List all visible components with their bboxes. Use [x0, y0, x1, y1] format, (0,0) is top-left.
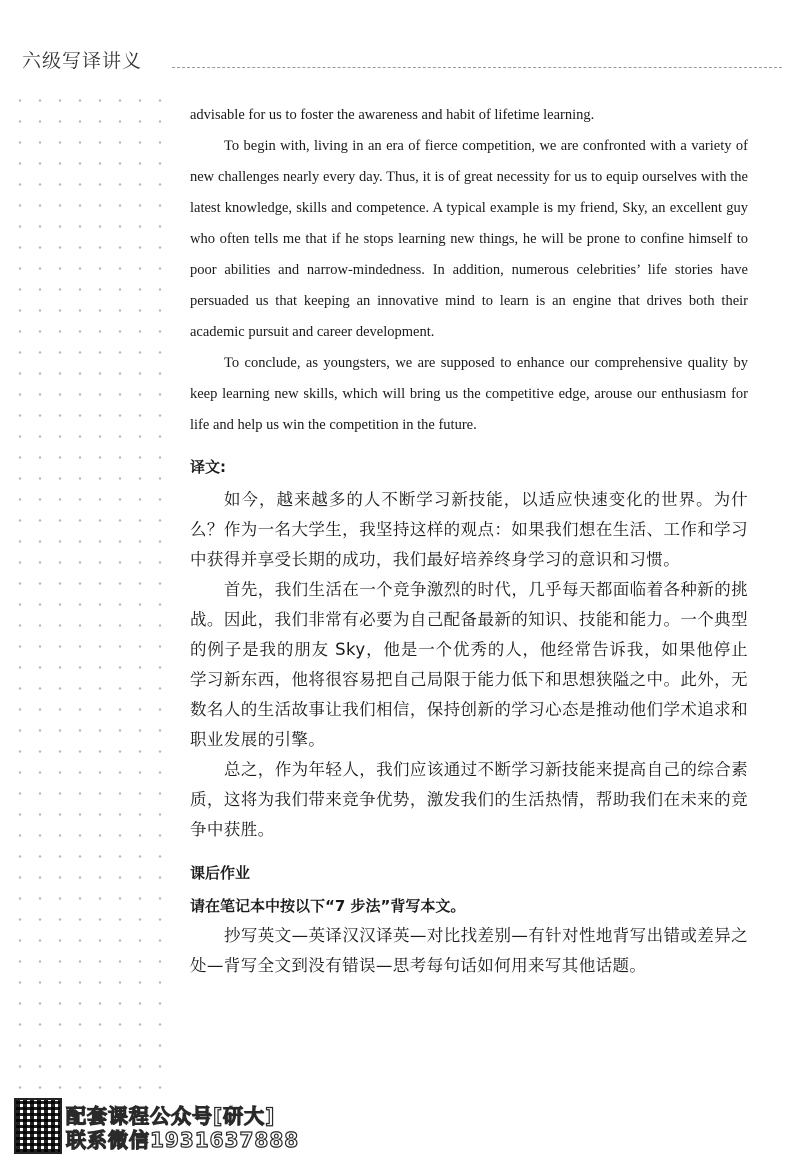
header-rule — [172, 67, 782, 68]
qr-code-icon — [14, 1098, 62, 1154]
watermark-line-2: 联系微信1931637888 — [66, 1128, 300, 1152]
homework-instruction: 请在笔记本中按以下“7 步法”背写本文。 — [190, 897, 466, 915]
translation-heading: 译文: — [190, 458, 226, 476]
english-paragraph-1: To begin with, living in an era of fierce competition, we are confronted with a variety of new challenges nearly every day. Thus, it is of great necessity for us to equip ourselves with the latest knowledge, skills and competence. A typical example is my friend, Sky, an excellent guy who often tells me that if he stops learning new things, he will be prone to confine himself to poor abilities and narrow-mindedness. In addition, numerous celebrities’ life stories have persuaded us that keeping an innovative mind to learn is an engine that drives both their academic pursuit and career development. — [190, 138, 748, 340]
page-content — [190, 100, 748, 981]
translation-paragraph-2: 首先，我们生活在一个竞争激烈的时代，几乎每天都面临着各种新的挑战。因此，我们非常有必要为自己配备最新的知识、技能和能力。一个典型的例子是我的朋友 Sky，他是一个优秀的人，他经常告诉我，如果他停止学习新东西，他将很容易把自己局限于能力低下和思想狭隘之中。此外，无数名人的生活故事让我们相信，保持创新的学习心态是推动他们学术追求和职业发展的引擎。 — [190, 580, 748, 749]
page-header-title: 六级写译讲义 — [22, 50, 143, 72]
homework-heading: 课后作业 — [190, 864, 251, 882]
english-paragraph-0: advisable for us to foster the awareness and habit of lifetime learning. — [190, 107, 595, 123]
homework-steps: 抄写英文—英译汉汉译英—对比找差别—有针对性地背写出错或差异之处—背写全文到没有错误—思考每句话如何用来写其他话题。 — [190, 926, 748, 975]
translation-paragraph-1: 如今，越来越多的人不断学习新技能，以适应快速变化的世界。为什么？作为一名大学生，我坚持这样的观点：如果我们想在生活、工作和学习中获得并享受长期的成功，我们最好培养终身学习的意识和习惯。 — [190, 490, 748, 569]
watermark-line-1: 配套课程公众号[研大] — [66, 1104, 276, 1128]
dot-grid-margin — [10, 90, 175, 1090]
translation-paragraph-3: 总之，作为年轻人，我们应该通过不断学习新技能来提高自己的综合素质，这将为我们带来竞争优势，激发我们的生活热情，帮助我们在未来的竞争中获胜。 — [190, 760, 748, 839]
english-paragraph-2: To conclude, as youngsters, we are supposed to enhance our comprehensive quality by keep learning new skills, which will bring us the competitive edge, arouse our enthusiasm for life and help us win the competition in the future. — [190, 355, 748, 433]
